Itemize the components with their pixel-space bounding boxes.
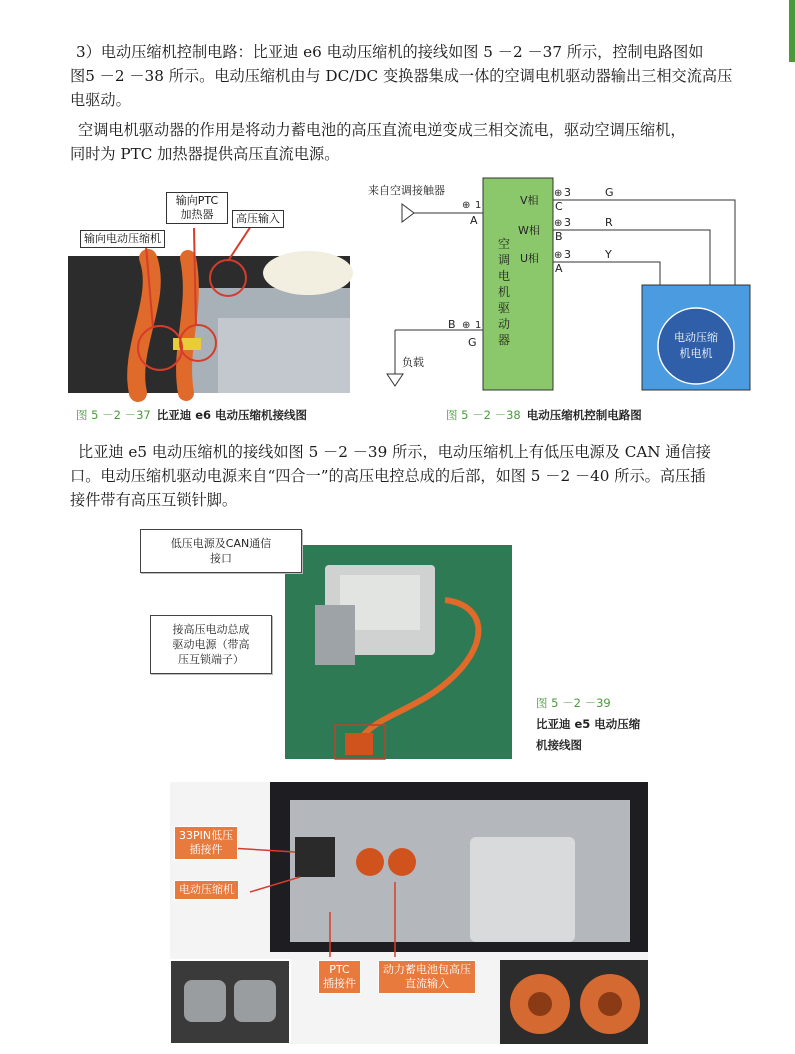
phase-v: V相 <box>520 194 539 207</box>
wire-g-label: G <box>605 186 614 199</box>
svg-text:A: A <box>555 262 563 275</box>
p3-line1: 比亚迪 e5 电动压缩机的接线如图 5 －2 －39 所示，电动压缩机上有低压电源及 CAN 通信接 <box>78 443 711 461</box>
driver-name-char: 动 <box>497 317 511 331</box>
pin-g: G <box>468 336 477 349</box>
paragraph-1 <box>70 40 775 112</box>
svg-text:C: C <box>555 200 563 213</box>
driver-name-char: 空 <box>497 237 511 251</box>
pin-b1: 1 <box>475 320 482 331</box>
fig37-label-compressor: 输向电动压缩机 <box>80 230 165 248</box>
svg-text:3: 3 <box>564 216 571 229</box>
driver-name-char: 电 <box>497 269 511 283</box>
load-label: 负载 <box>402 356 424 369</box>
motor-label-line: 机电机 <box>679 347 713 360</box>
fig40-tag-33pin: 33PIN低压 插接件 <box>174 826 238 860</box>
ac-motor-driver-block <box>483 178 553 390</box>
fig37-title: 比亚迪 e6 电动压缩机接线图 <box>156 408 308 422</box>
svg-text:⊕: ⊕ <box>554 218 563 229</box>
paragraph-3 <box>70 440 775 512</box>
p2-line1: 空调电机驱动器的作用是将动力蓄电池的高压直流电逆变成三相交流电，驱动空调压缩机， <box>78 121 686 139</box>
svg-text:⊕: ⊕ <box>554 188 563 199</box>
fig38-caption <box>446 407 642 423</box>
fig39-title-line1: 比亚迪 e5 电动压缩 <box>536 717 641 731</box>
fig37-number: 图 5 －2 －37 <box>76 408 151 422</box>
fig40-tag-compressor: 电动压缩机 <box>174 880 239 900</box>
fig39-photo <box>285 545 512 759</box>
svg-text:⊕: ⊕ <box>462 200 471 211</box>
fig39-title-line2: 机接线图 <box>536 738 582 752</box>
fig38-title: 电动压缩机控制电路图 <box>526 408 642 422</box>
fig40-tag-battery-hv: 动力蓄电池包高压 直流输入 <box>378 960 476 994</box>
figure-38-circuit <box>368 178 780 398</box>
fig37-caption <box>76 407 307 423</box>
fig39-caption <box>536 693 640 756</box>
driver-name-char: 调 <box>497 253 511 267</box>
ground-icon <box>387 374 403 386</box>
fig37-label-hv-input: 高压输入 <box>232 210 284 228</box>
p1-line1: 3）电动压缩机控制电路：比亚迪 e6 电动压缩机的接线如图 5 －2 －37 所示，控制电路图如 <box>76 43 704 61</box>
chapter-tab <box>789 0 795 62</box>
fig39-callout-low-voltage: 低压电源及CAN通信 接口 <box>140 529 302 573</box>
svg-text:3: 3 <box>564 186 571 199</box>
driver-name-char: 驱 <box>497 301 511 315</box>
fig40-photo <box>170 782 648 1044</box>
p3-line2: 口。电动压缩机驱动电源来自“四合一”的高压电控总成的后部，如图 5 －2 －40 所示。高压插 <box>70 467 706 485</box>
fig37-label-ptc: 输向PTC 加热器 <box>166 192 228 224</box>
motor-label-line: 电动压缩 <box>674 331 718 344</box>
p3-line3: 接件带有高压互锁针脚。 <box>70 491 238 509</box>
figure-39 <box>140 527 512 759</box>
pin-b: B <box>448 318 456 331</box>
figure-40 <box>170 782 648 1044</box>
from-ac-contactor-label: 来自空调接触器 <box>368 184 445 197</box>
pin-a1: 1 <box>475 200 482 211</box>
svg-text:3: 3 <box>564 248 571 261</box>
phase-w: W相 <box>518 224 540 237</box>
phase-u: U相 <box>520 252 540 265</box>
svg-text:⊕: ⊕ <box>554 250 563 261</box>
driver-name-char: 机 <box>497 285 511 299</box>
fig39-number: 图 5 －2 －39 <box>536 696 611 710</box>
driver-name-char: 器 <box>497 333 511 347</box>
fig38-number: 图 5 －2 －38 <box>446 408 521 422</box>
wire-r-label: R <box>605 216 613 229</box>
svg-text:B: B <box>555 230 563 243</box>
p2-line2: 同时为 PTC 加热器提供高压直流电源。 <box>70 145 340 163</box>
svg-text:⊕: ⊕ <box>462 320 471 331</box>
fig39-callout-hv: 接高压电动总成 驱动电源（带高 压互锁端子） <box>150 615 272 674</box>
compressor-motor-icon <box>658 308 734 384</box>
p1-line2: 图5 －2 －38 所示。电动压缩机由与 DC/DC 变换器集成一体的空调电机驱动器输出三相交流高压 <box>70 67 733 85</box>
wire-y-label: Y <box>605 248 612 261</box>
paragraph-2 <box>70 118 775 166</box>
input-arrow-icon <box>402 204 414 222</box>
fig40-tag-ptc: PTC 插接件 <box>318 960 361 994</box>
p1-line3: 电驱动。 <box>70 91 131 109</box>
driver-name-text <box>498 236 510 347</box>
pin-a: A <box>470 214 478 227</box>
figure-37 <box>68 188 350 393</box>
